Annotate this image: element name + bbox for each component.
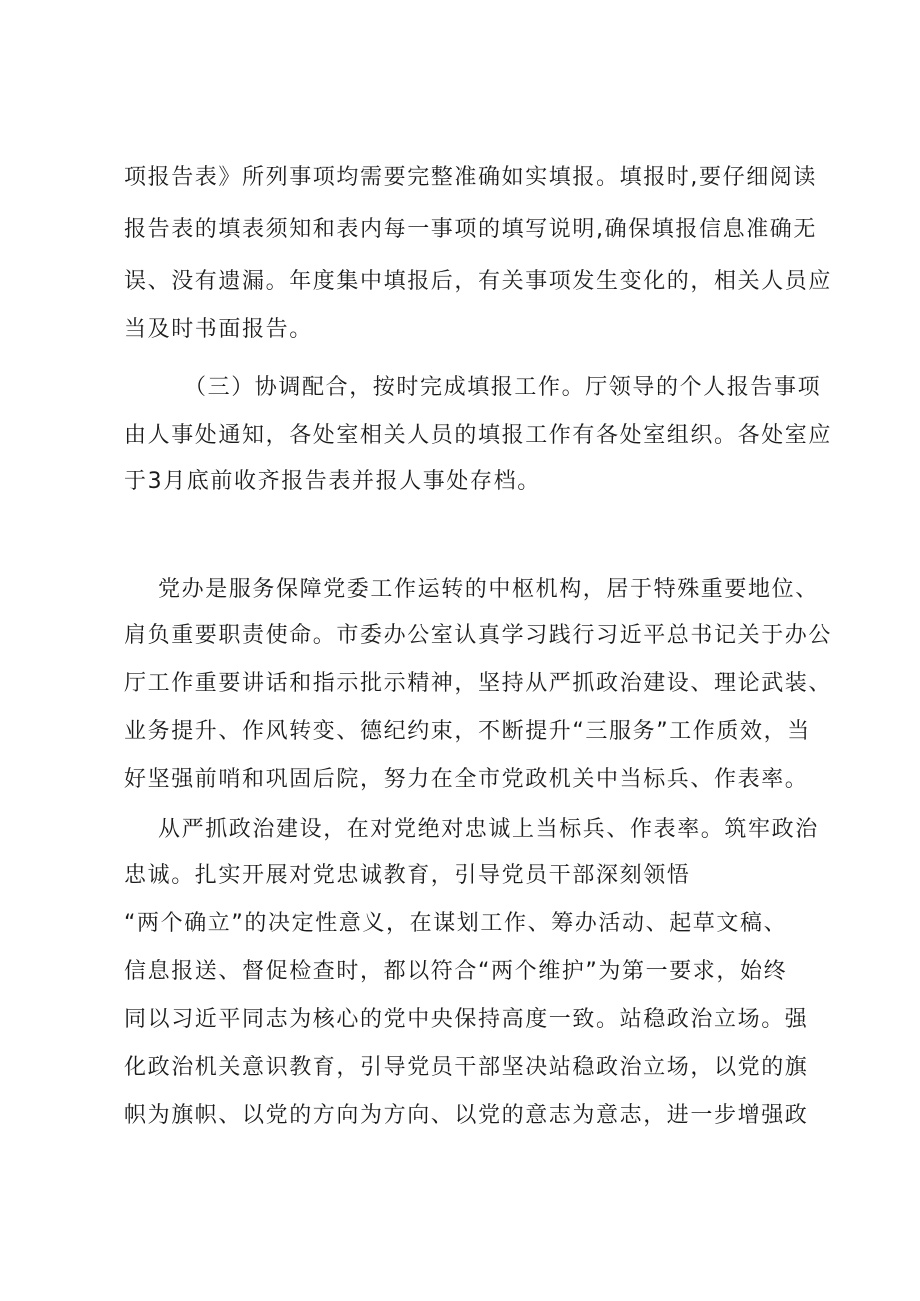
paragraph-line: 化政治机关意识教育，引导党员干部坚决站稳政治立场，以党的旗 <box>124 1055 809 1080</box>
paragraph-line: 帜为旗帜、以党的方向为方向、以党的意志为意志，进一步增强政 <box>124 1103 809 1128</box>
paragraph-line: 由人事处通知，各处室相关人员的填报工作有各处室组织。各处室应 <box>124 423 833 448</box>
paragraph-line: 好坚强前哨和巩固后院，努力在全市党政机关中当标兵、作表率。 <box>124 767 809 792</box>
paragraph-line: 忠诚。扎实开展对党忠诚教育，引导党员干部深刻领悟 <box>124 863 691 888</box>
paragraph-line: 厅工作重要讲话和指示批示精神，坚持从严抓政治建设、理论武装、 <box>124 671 833 696</box>
paragraph-line: 同以习近平同志为核心的党中央保持高度一致。站稳政治立场。强 <box>124 1007 809 1032</box>
paragraph-line: 项报告表》所列事项均需要完整准确如实填报。填报时,要仔细阅读 <box>124 165 817 190</box>
paragraph-line: 报告表的填表须知和表内每一事项的填写说明,确保填报信息准确无 <box>124 217 817 242</box>
paragraph-line: 误、没有遗漏。年度集中填报后，有关事项发生变化的，相关人员应 <box>124 269 833 294</box>
paragraph-line: 从严抓政治建设，在对党绝对忠诚上当标兵、作表率。筑牢政治 <box>158 817 819 842</box>
paragraph-line: 业务提升、作风转变、德纪约束，不断提升“三服务”工作质效，当 <box>124 719 811 744</box>
paragraph-line: 信息报送、督促检查时，都以符合“两个维护”为第一要求，始终 <box>124 959 788 984</box>
paragraph-line: 肩负重要职责使命。市委办公室认真学习践行习近平总书记关于办公 <box>124 623 833 648</box>
section-heading-line: （三）协调配合，按时完成填报工作。厅领导的个人报告事项 <box>184 375 822 400</box>
paragraph-line: 当及时书面报告。 <box>124 317 313 342</box>
paragraph-line: “两个确立”的决定性意义，在谋划工作、筹办活动、起草文稿、 <box>124 911 788 936</box>
paragraph-line: 于3月底前收齐报告表并报人事处存档。 <box>124 469 541 494</box>
paragraph-line: 党办是服务保障党委工作运转的中枢机构，居于特殊重要地位、 <box>158 577 819 602</box>
